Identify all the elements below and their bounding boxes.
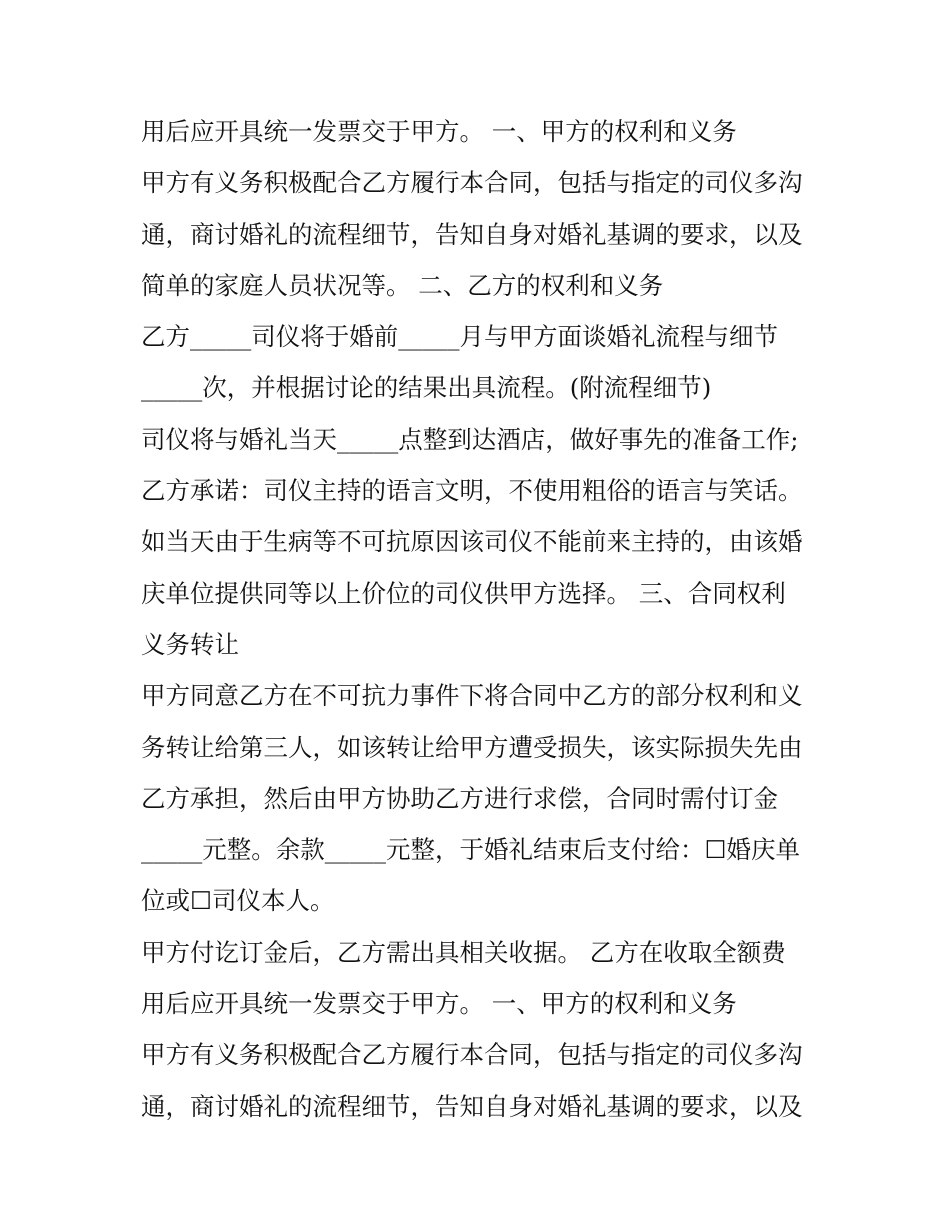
text-line: _____次，并根据讨论的结果出具流程。(附流程细节) <box>141 373 712 403</box>
text-line: 庆单位提供同等以上价位的司仪供甲方选择。 三、合同权利 <box>141 578 786 608</box>
text-line: 乙方_____司仪将于婚前_____月与甲方面谈婚礼流程与细节 <box>141 322 778 352</box>
text-line: 义务转让 <box>141 629 239 659</box>
text-line: _____元整。余款_____元整，于婚礼结束后支付给：☐婚庆单 <box>141 835 800 865</box>
text-line: 如当天由于生病等不可抗原因该司仪不能前来主持的，由该婚 <box>141 527 803 557</box>
text-line: 简单的家庭人员状况等。 二、乙方的权利和义务 <box>141 270 664 300</box>
text-line: 甲方有义务积极配合乙方履行本合同，包括与指定的司仪多沟 <box>141 1040 803 1070</box>
text-line: 甲方同意乙方在不可抗力事件下将合同中乙方的部分权利和义 <box>141 681 803 711</box>
text-line: 通，商讨婚礼的流程细节，告知自身对婚礼基调的要求，以及 <box>141 219 803 249</box>
text-line: 甲方有义务积极配合乙方履行本合同，包括与指定的司仪多沟 <box>141 168 803 198</box>
text-line: 甲方付讫订金后，乙方需出具相关收据。 乙方在收取全额费 <box>141 937 786 967</box>
contract-text <box>141 106 831 1132</box>
text-line: 务转让给第三人，如该转让给甲方遭受损失，该实际损失先由 <box>141 732 803 762</box>
text-line: 用后应开具统一发票交于甲方。 一、甲方的权利和义务 <box>141 989 737 1019</box>
text-line: 通，商讨婚礼的流程细节，告知自身对婚礼基调的要求，以及 <box>141 1091 803 1121</box>
text-line: 乙方承诺：司仪主持的语言文明，不使用粗俗的语言与笑话。 <box>141 476 803 506</box>
text-line: 位或☐司仪本人。 <box>141 886 335 916</box>
text-line: 司仪将与婚礼当天_____点整到达酒店，做好事先的准备工作; <box>141 424 799 454</box>
text-line: 乙方承担，然后由甲方协助乙方进行求偿，合同时需付订金 <box>141 783 778 813</box>
text-line: 用后应开具统一发票交于甲方。 一、甲方的权利和义务 <box>141 117 737 146</box>
